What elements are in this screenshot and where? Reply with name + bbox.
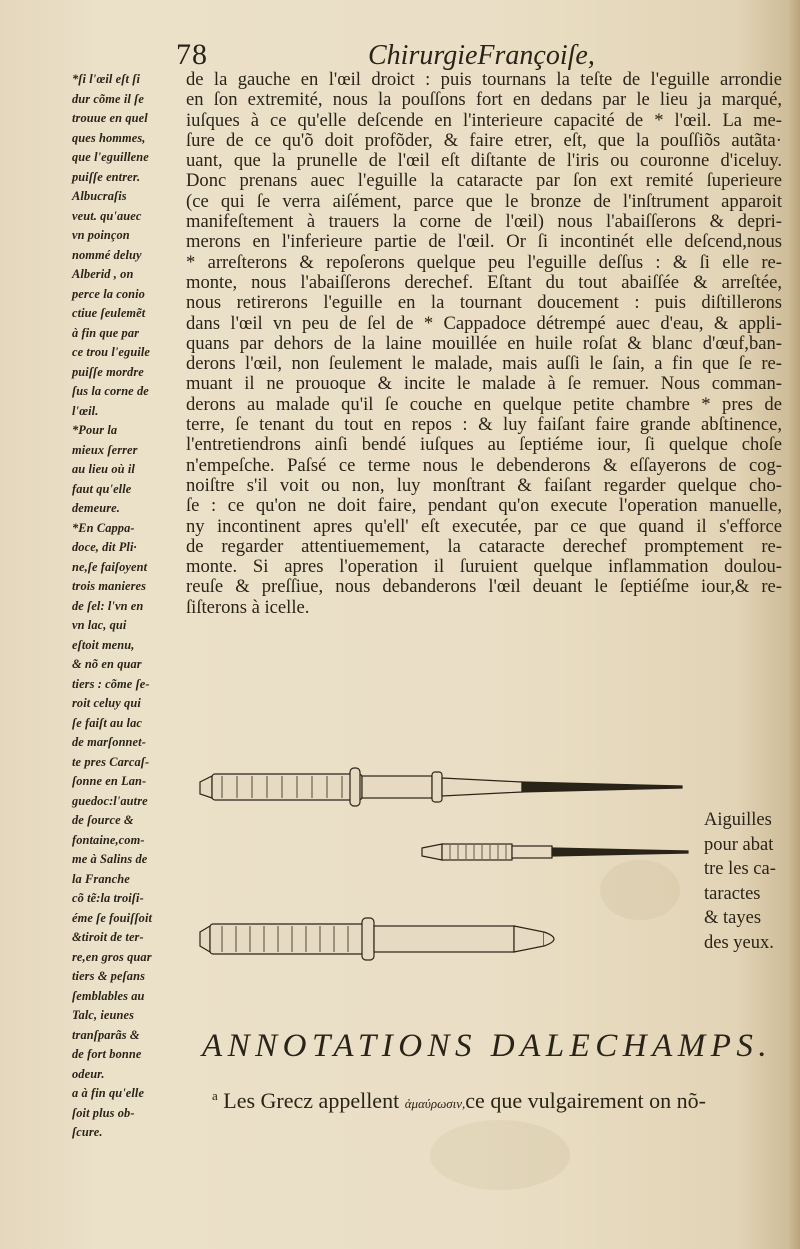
text-line: dans l'œil vn peu de ſel de * Cappadoce détrempé auec d'eau, & appli-	[186, 312, 782, 334]
caption-line: pour abat	[704, 834, 774, 855]
text-line: merons en l'inferieure partie de l'œil. Or ſi incontinét elle deſcend,nous	[186, 231, 782, 253]
margin-note-line: trouue en quel	[72, 111, 148, 125]
margin-note-line: de fort bonne	[72, 1047, 142, 1061]
text-line: nous retirerons l'eguille en la tournant doucement : puis diſtillerons	[186, 292, 782, 314]
margin-note-line: ce trou l'eguile	[72, 345, 151, 359]
margin-note-line: vn lac, qui	[72, 618, 127, 632]
text-line: iuſques à ce qu'elle deſcende en l'interieure capacité de * l'œil. La me-	[186, 109, 782, 131]
text-line: monte. Si apres l'operation il ſuruient quelque inflammation doulou-	[186, 556, 782, 578]
text-line: ſe : ce qu'on ne doit faire, pendant qu'on execute l'operation manuelle,	[186, 495, 782, 517]
margin-note-line: ſus la corne de	[72, 384, 149, 398]
margin-note-line: cõ tẽ:la troiſi-	[72, 891, 144, 905]
margin-note-line: au lieu où il	[72, 462, 135, 476]
margin-note-line: fontaine,com-	[72, 832, 145, 847]
text-line: uant, que la prunelle de l'œil eſt diſtante de l'iris ou couronne d'iceluy.	[186, 150, 782, 172]
text-line: monte, nous l'abaiſſerons derechef. Eſtant du tout abaiſſée & arreſtée,	[186, 271, 782, 293]
page-edge	[786, 0, 800, 1249]
margin-note-line: Alberid , on	[72, 267, 134, 281]
text-line: * arreſterons & repoſerons quelque peu l'eguille deſſus : & ſi elle re-	[186, 251, 782, 273]
annotation-text-after: ce que vulgairement on nõ-	[465, 1088, 706, 1113]
greek-word: ἀμαύρωσιν,	[404, 1096, 466, 1111]
margin-note-line: re,en gros quar	[72, 949, 152, 964]
margin-note-line: Albucraſis	[72, 189, 127, 203]
margin-note-line: dur cõme il ſe	[72, 91, 144, 106]
margin-note-line: ne,ſe faiſoyent	[72, 559, 148, 574]
text-line: quans par dehors de la laine mouillée en huile roſat & blanc d'œuf,ban-	[186, 332, 782, 354]
margin-note-line: trois manieres	[72, 579, 147, 593]
margin-note-line: perce la conio	[72, 286, 145, 301]
margin-note-line: *En Cappa-	[72, 520, 135, 535]
margin-note-line: faut qu'elle	[72, 481, 132, 496]
margin-note-line: &tiroit de ter-	[72, 930, 144, 944]
text-line: ny incontinent apres qu'ell' eſt executée, par ce que quand il s'efforce	[186, 515, 782, 537]
margin-note-line: demeure.	[72, 501, 120, 515]
caption-line: Aiguilles	[704, 810, 772, 830]
annotation-text	[212, 1088, 706, 1114]
margin-note-line: *Pour la	[72, 423, 118, 437]
margin-note-line: veut. qu'auec	[72, 208, 142, 223]
margin-note-line: Talc, ieunes	[72, 1008, 135, 1022]
needles-illustration	[192, 760, 702, 1000]
margin-notes	[72, 70, 182, 1143]
paper-stain	[430, 1120, 570, 1190]
margin-note-line: tiers & peſans	[72, 969, 145, 983]
margin-note-line: roit celuy qui	[72, 696, 141, 710]
needle-2	[422, 844, 688, 860]
annotation-text-before: Les Grecz appellent	[223, 1088, 405, 1113]
margin-note-line: & nõ en quar	[72, 657, 142, 671]
caption-line: & tayes	[704, 908, 762, 928]
margin-note-line: à fin que par	[72, 325, 140, 340]
text-line: de la gauche en l'œil droict : puis tournans la teſte de l'eguille arrondie	[186, 69, 782, 90]
margin-note-line: ſcure.	[72, 1125, 103, 1139]
page-number: 78	[176, 38, 208, 71]
text-line: (ce qui ſe verra aiſément, parce que le bronze de l'inſtrument apparoit	[186, 190, 782, 212]
margin-note-line: te pres Carcaſ-	[72, 754, 150, 769]
margin-note-line: doce, dit Pli·	[72, 540, 137, 554]
margin-note-line: a à fin qu'elle	[72, 1086, 145, 1100]
main-text-block	[186, 70, 782, 618]
margin-note-line: tiers : cõme ſe-	[72, 676, 150, 691]
margin-note-line: mieux ſerrer	[72, 442, 138, 457]
margin-note-line: ſoit plus ob-	[72, 1105, 135, 1120]
margin-note-line: odeur.	[72, 1066, 105, 1081]
text-line: derons l'œil, non ſeulement le malade, mais auſſi le ſain, a fin que ſe re-	[186, 353, 782, 375]
caption-line: taractes	[704, 883, 761, 904]
annotations-heading: ANNOTATIONS DALECHAMPS.	[202, 1028, 773, 1064]
margin-note-line: de ſource &	[72, 813, 134, 827]
margin-note-line: éme ſe fouiſſoit	[72, 910, 153, 925]
margin-note-line: ctiue ſeulemẽt	[72, 306, 146, 320]
margin-note-line: ſe faiſt au lac	[72, 715, 142, 730]
text-line: Donc prenans auec l'eguille la cataracte par ſon ext remité ſuperieure	[186, 170, 782, 192]
text-line: de regarder attentiuemement, la cataracte derechef promptement re-	[186, 535, 782, 557]
margin-note-line: *ſi l'œil eſt ſi	[72, 72, 141, 86]
text-line: en ſon extremité, nous la pouſſons fort en dedans par le lieu ja marqué,	[186, 89, 782, 111]
margin-note-line: la Franche	[72, 871, 130, 886]
caption-line: tre les ca-	[704, 859, 776, 879]
needle-3	[200, 918, 554, 960]
text-line: derons au malade qu'il ſe couche en quelque petite chambre * pres de	[186, 393, 782, 415]
margin-note-line: nommé deluy	[72, 247, 142, 262]
text-line: noiſtre s'il voit ou non, luy monſtrant & faiſant regarder quelque cho-	[186, 474, 782, 496]
margin-note-line: de marſonnet-	[72, 735, 146, 749]
running-head: ChirurgieFrançoiſe,	[368, 40, 595, 71]
margin-note-line: puiſſe entrer.	[72, 169, 141, 184]
margin-note-line: l'œil.	[72, 403, 99, 418]
text-line: n'empeſche. Paſsé ce terme nous le debenderons & eſſayerons de cog-	[186, 454, 782, 476]
margin-note-line: guedoc:l'autre	[72, 793, 148, 808]
margin-note-line: ſemblables au	[72, 988, 145, 1003]
margin-note-line: tranſparãs &	[72, 1027, 140, 1042]
text-line: l'entretiendrons ainſi bendé iuſques au ſeptiéme iour, ſi quelque choſe	[186, 434, 782, 456]
margin-note-line: puiſſe mordre	[72, 364, 144, 379]
text-line: manifeſtement à trauers la corne de l'œil) nous l'abaiſſerons & depri-	[186, 211, 782, 233]
figure-caption	[704, 808, 794, 955]
text-line: ſiſterons à icelle.	[186, 596, 310, 618]
margin-note-line: eſtoit menu,	[72, 637, 135, 652]
text-line: ſure de ce qu'õ doit profõder, & faire etrer, eſt, que la pouſſiõs autãta·	[186, 129, 782, 151]
text-line: muant il ne prouoque & incite le malade à ſe remuer. Nous comman-	[186, 373, 782, 395]
text-line: reuſe & preſſiue, nous debanderons l'œil deuant le ſeptiéſme iour,& re-	[186, 576, 782, 598]
margin-note-line: que l'eguillene	[72, 150, 149, 164]
margin-note-line: me à Salins de	[72, 852, 148, 866]
needle-1	[200, 768, 682, 806]
margin-note-line: ſonne en Lan-	[72, 774, 147, 788]
caption-line: des yeux.	[704, 932, 774, 953]
margin-note-line: ques hommes,	[72, 130, 146, 145]
text-line: terre, ſe tenant du tout en repos : & luy faiſant faire grande abſtinence,	[186, 414, 782, 436]
margin-note-line: vn poinçon	[72, 228, 130, 242]
annotation-marker: a	[212, 1088, 218, 1103]
margin-note-line: de ſel: l'vn en	[72, 598, 144, 613]
